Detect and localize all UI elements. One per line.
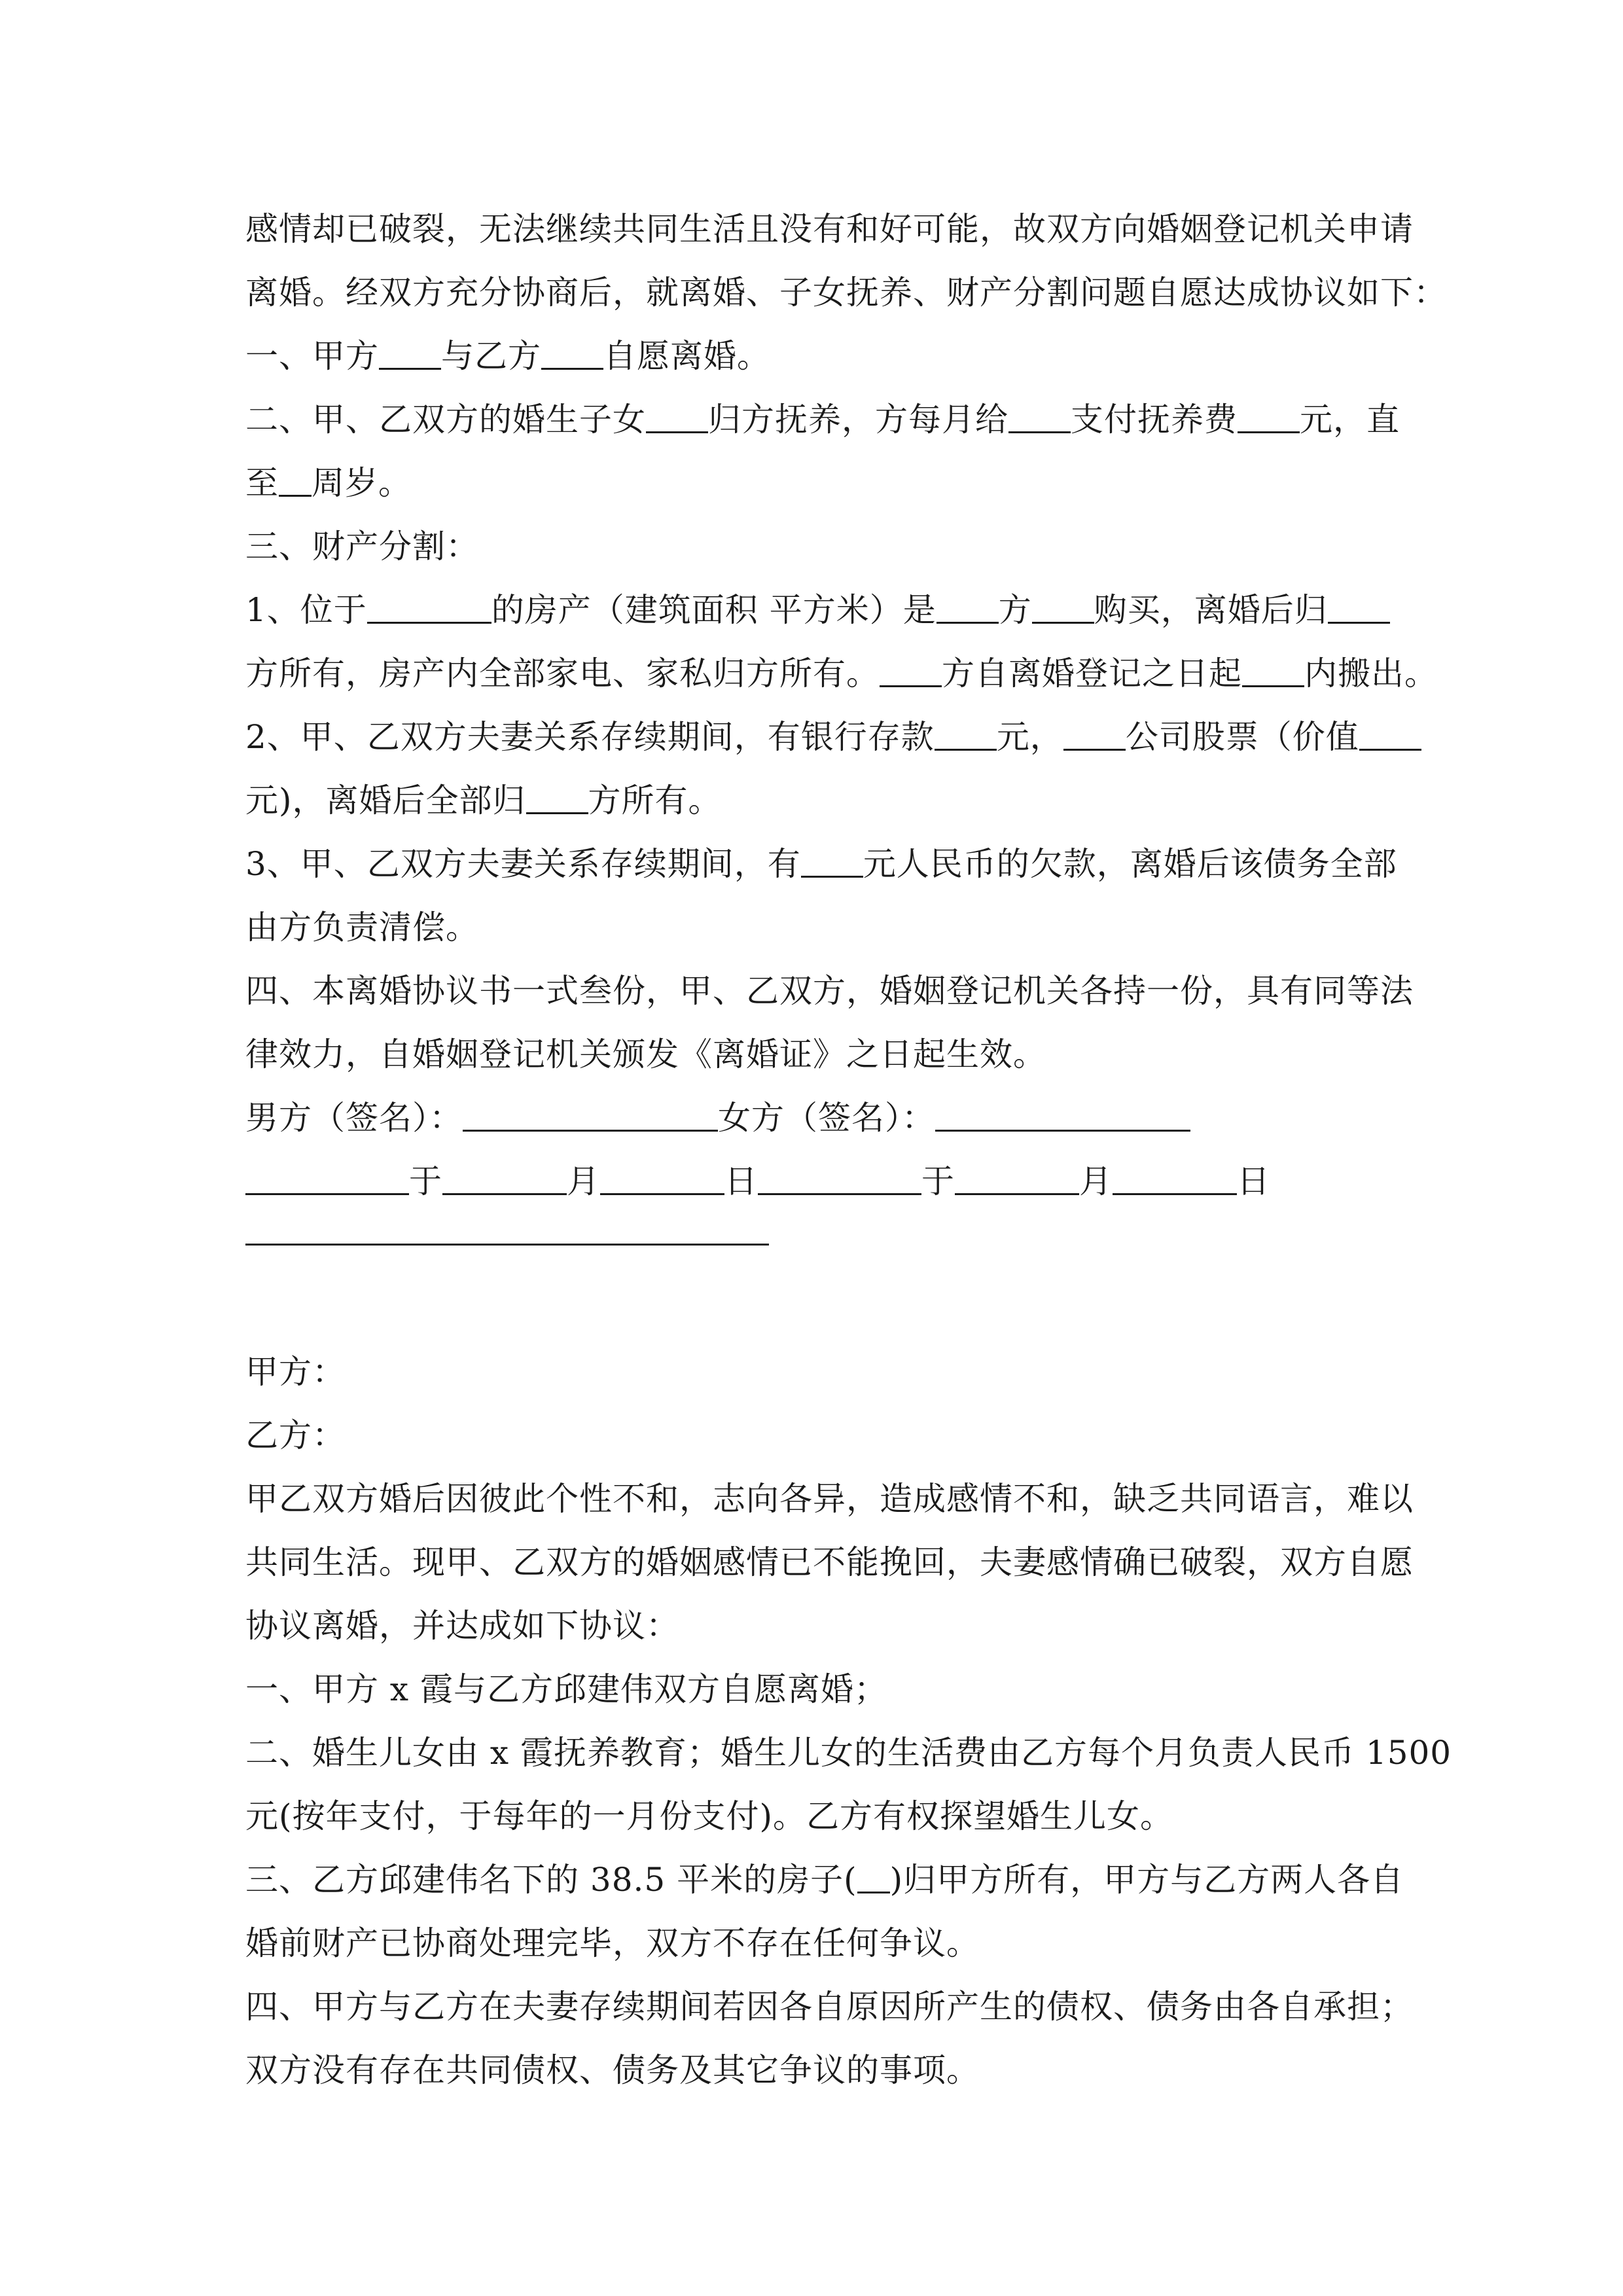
text-line: 四、本离婚协议书一式叁份，甲、乙双方，婚姻登记机关各持一份，具有同等法 xyxy=(245,972,1414,1010)
text-segment: 方 xyxy=(998,591,1032,629)
clause-line xyxy=(245,388,1400,452)
clause-line xyxy=(245,452,1391,515)
text-line: 四、甲方与乙方在夫妻存续期间若因各自原因所产生的债权、债务由各自承担； xyxy=(245,1988,1414,2026)
text-segment: 自愿离婚。 xyxy=(603,337,770,375)
text-segment: 购买，离婚后归 xyxy=(1094,591,1328,629)
section-heading: 三、财产分割： xyxy=(245,528,479,565)
text-segment: 归方抚养，方每月给 xyxy=(708,401,1008,439)
text-line: 协议离婚，并达成如下协议： xyxy=(245,1607,679,1645)
divider-rule xyxy=(245,1213,769,1246)
signature-label: 男方（签名）： xyxy=(245,1099,463,1137)
section-divider xyxy=(245,1213,1391,1277)
text-segment: 1、位于 xyxy=(245,591,367,629)
clause-line xyxy=(245,769,1391,833)
clause-line xyxy=(245,579,1391,642)
date-label: 日 xyxy=(1237,1162,1270,1200)
fill-blank[interactable] xyxy=(541,343,603,370)
text-segment: 二、甲、乙双方的婚生子女 xyxy=(245,401,646,439)
clause-line xyxy=(245,642,1438,706)
date-blank[interactable] xyxy=(442,1168,567,1195)
date-label: 月 xyxy=(567,1162,600,1200)
text-segment: 的房产（建筑面积 平方米）是 xyxy=(491,591,936,629)
text-segment: 方所有，房产内全部家电、家私归方所有。 xyxy=(245,655,880,692)
signature-field-male[interactable] xyxy=(463,1105,718,1132)
text-segment: )归甲方所有，甲方与乙方两人各自 xyxy=(889,1861,1404,1899)
date-label: 日 xyxy=(724,1162,758,1200)
text-segment: 周岁。 xyxy=(312,464,412,502)
clause-line xyxy=(245,325,1391,388)
text-segment: 元，直 xyxy=(1300,401,1400,439)
text-line: 律效力，自婚姻登记机关颁发《离婚证》之日起生效。 xyxy=(245,1035,1046,1073)
signature-field-female[interactable] xyxy=(935,1105,1190,1132)
fill-blank[interactable] xyxy=(857,1867,890,1893)
fill-blank[interactable] xyxy=(367,597,491,624)
fill-blank[interactable] xyxy=(279,470,312,497)
spacer xyxy=(245,1277,1391,1340)
text-line: 感情却已破裂，无法继续共同生活且没有和好可能，故双方向婚姻登记机关申请 xyxy=(245,210,1414,248)
fill-blank[interactable] xyxy=(1063,724,1126,751)
text-line: 一、甲方 x 霞与乙方邱建伟双方自愿离婚； xyxy=(245,1670,887,1708)
date-line xyxy=(245,1150,1391,1213)
signature-label: 女方（签名）： xyxy=(718,1099,935,1137)
text-line: 婚前财产已协商处理完毕，双方不存在任何争议。 xyxy=(245,1924,980,1962)
fill-blank[interactable] xyxy=(935,724,997,751)
date-blank[interactable] xyxy=(245,1168,409,1195)
fill-blank[interactable] xyxy=(880,660,942,687)
date-blank[interactable] xyxy=(1113,1168,1237,1195)
text-segment: 元人民币的欠款，离婚后该债务全部 xyxy=(863,845,1397,883)
date-blank[interactable] xyxy=(600,1168,724,1195)
text-segment: 元， xyxy=(996,718,1063,756)
text-segment: 方自离婚登记之日起 xyxy=(942,655,1242,692)
text-segment: 支付抚养费 xyxy=(1071,401,1238,439)
text-line: 元(按年支付，于每年的一月份支付)。乙方有权探望婚生儿女。 xyxy=(245,1797,1174,1835)
text-segment: 三、乙方邱建伟名下的 38.5 平米的房子( xyxy=(245,1861,857,1899)
text-segment: 内搬出。 xyxy=(1304,655,1438,692)
text-segment: 至 xyxy=(245,464,279,502)
document-body xyxy=(245,198,1452,2102)
fill-blank[interactable] xyxy=(1008,406,1071,433)
date-label: 月 xyxy=(1079,1162,1113,1200)
clause-line xyxy=(245,706,1391,769)
clause-line xyxy=(245,833,1397,896)
date-label: 于 xyxy=(921,1162,955,1200)
text-segment: 公司股票（价值 xyxy=(1125,718,1359,756)
text-line: 双方没有存在共同债权、债务及其它争议的事项。 xyxy=(245,2051,980,2089)
date-blank[interactable] xyxy=(955,1168,1079,1195)
text-segment: 2、甲、乙双方夫妻关系存续期间，有银行存款 xyxy=(245,718,935,756)
fill-blank[interactable] xyxy=(646,406,708,433)
date-label: 于 xyxy=(409,1162,442,1200)
fill-blank[interactable] xyxy=(379,343,441,370)
party-b-label: 乙方： xyxy=(245,1416,346,1454)
text-segment: 一、甲方 xyxy=(245,337,379,375)
text-segment: 元)，离婚后全部归 xyxy=(245,781,526,819)
text-line: 由方负责清偿。 xyxy=(245,908,479,946)
text-line: 二、婚生儿女由 x 霞抚养教育；婚生儿女的生活费由乙方每个月负责人民币 1500 xyxy=(245,1734,1452,1772)
fill-blank[interactable] xyxy=(526,787,588,814)
fill-blank[interactable] xyxy=(1238,406,1300,433)
signature-line xyxy=(245,1086,1391,1150)
fill-blank[interactable] xyxy=(1032,597,1094,624)
text-segment: 与乙方 xyxy=(441,337,541,375)
fill-blank[interactable] xyxy=(1242,660,1304,687)
fill-blank[interactable] xyxy=(1359,724,1421,751)
fill-blank[interactable] xyxy=(1328,597,1390,624)
fill-blank[interactable] xyxy=(801,851,863,878)
date-blank[interactable] xyxy=(758,1168,921,1195)
text-line: 甲乙双方婚后因彼此个性不和，志向各异，造成感情不和，缺乏共同语言，难以 xyxy=(245,1480,1414,1518)
text-segment: 3、甲、乙双方夫妻关系存续期间，有 xyxy=(245,845,801,883)
party-a-label: 甲方： xyxy=(245,1353,346,1391)
fill-blank[interactable] xyxy=(936,597,999,624)
text-line: 共同生活。现甲、乙双方的婚姻感情已不能挽回，夫妻感情确已破裂，双方自愿 xyxy=(245,1543,1414,1581)
text-segment: 方所有。 xyxy=(588,781,722,819)
text-line: 离婚。经双方充分协商后，就离婚、子女抚养、财产分割问题自愿达成协议如下： xyxy=(245,274,1447,312)
clause-line xyxy=(245,1848,1404,1912)
